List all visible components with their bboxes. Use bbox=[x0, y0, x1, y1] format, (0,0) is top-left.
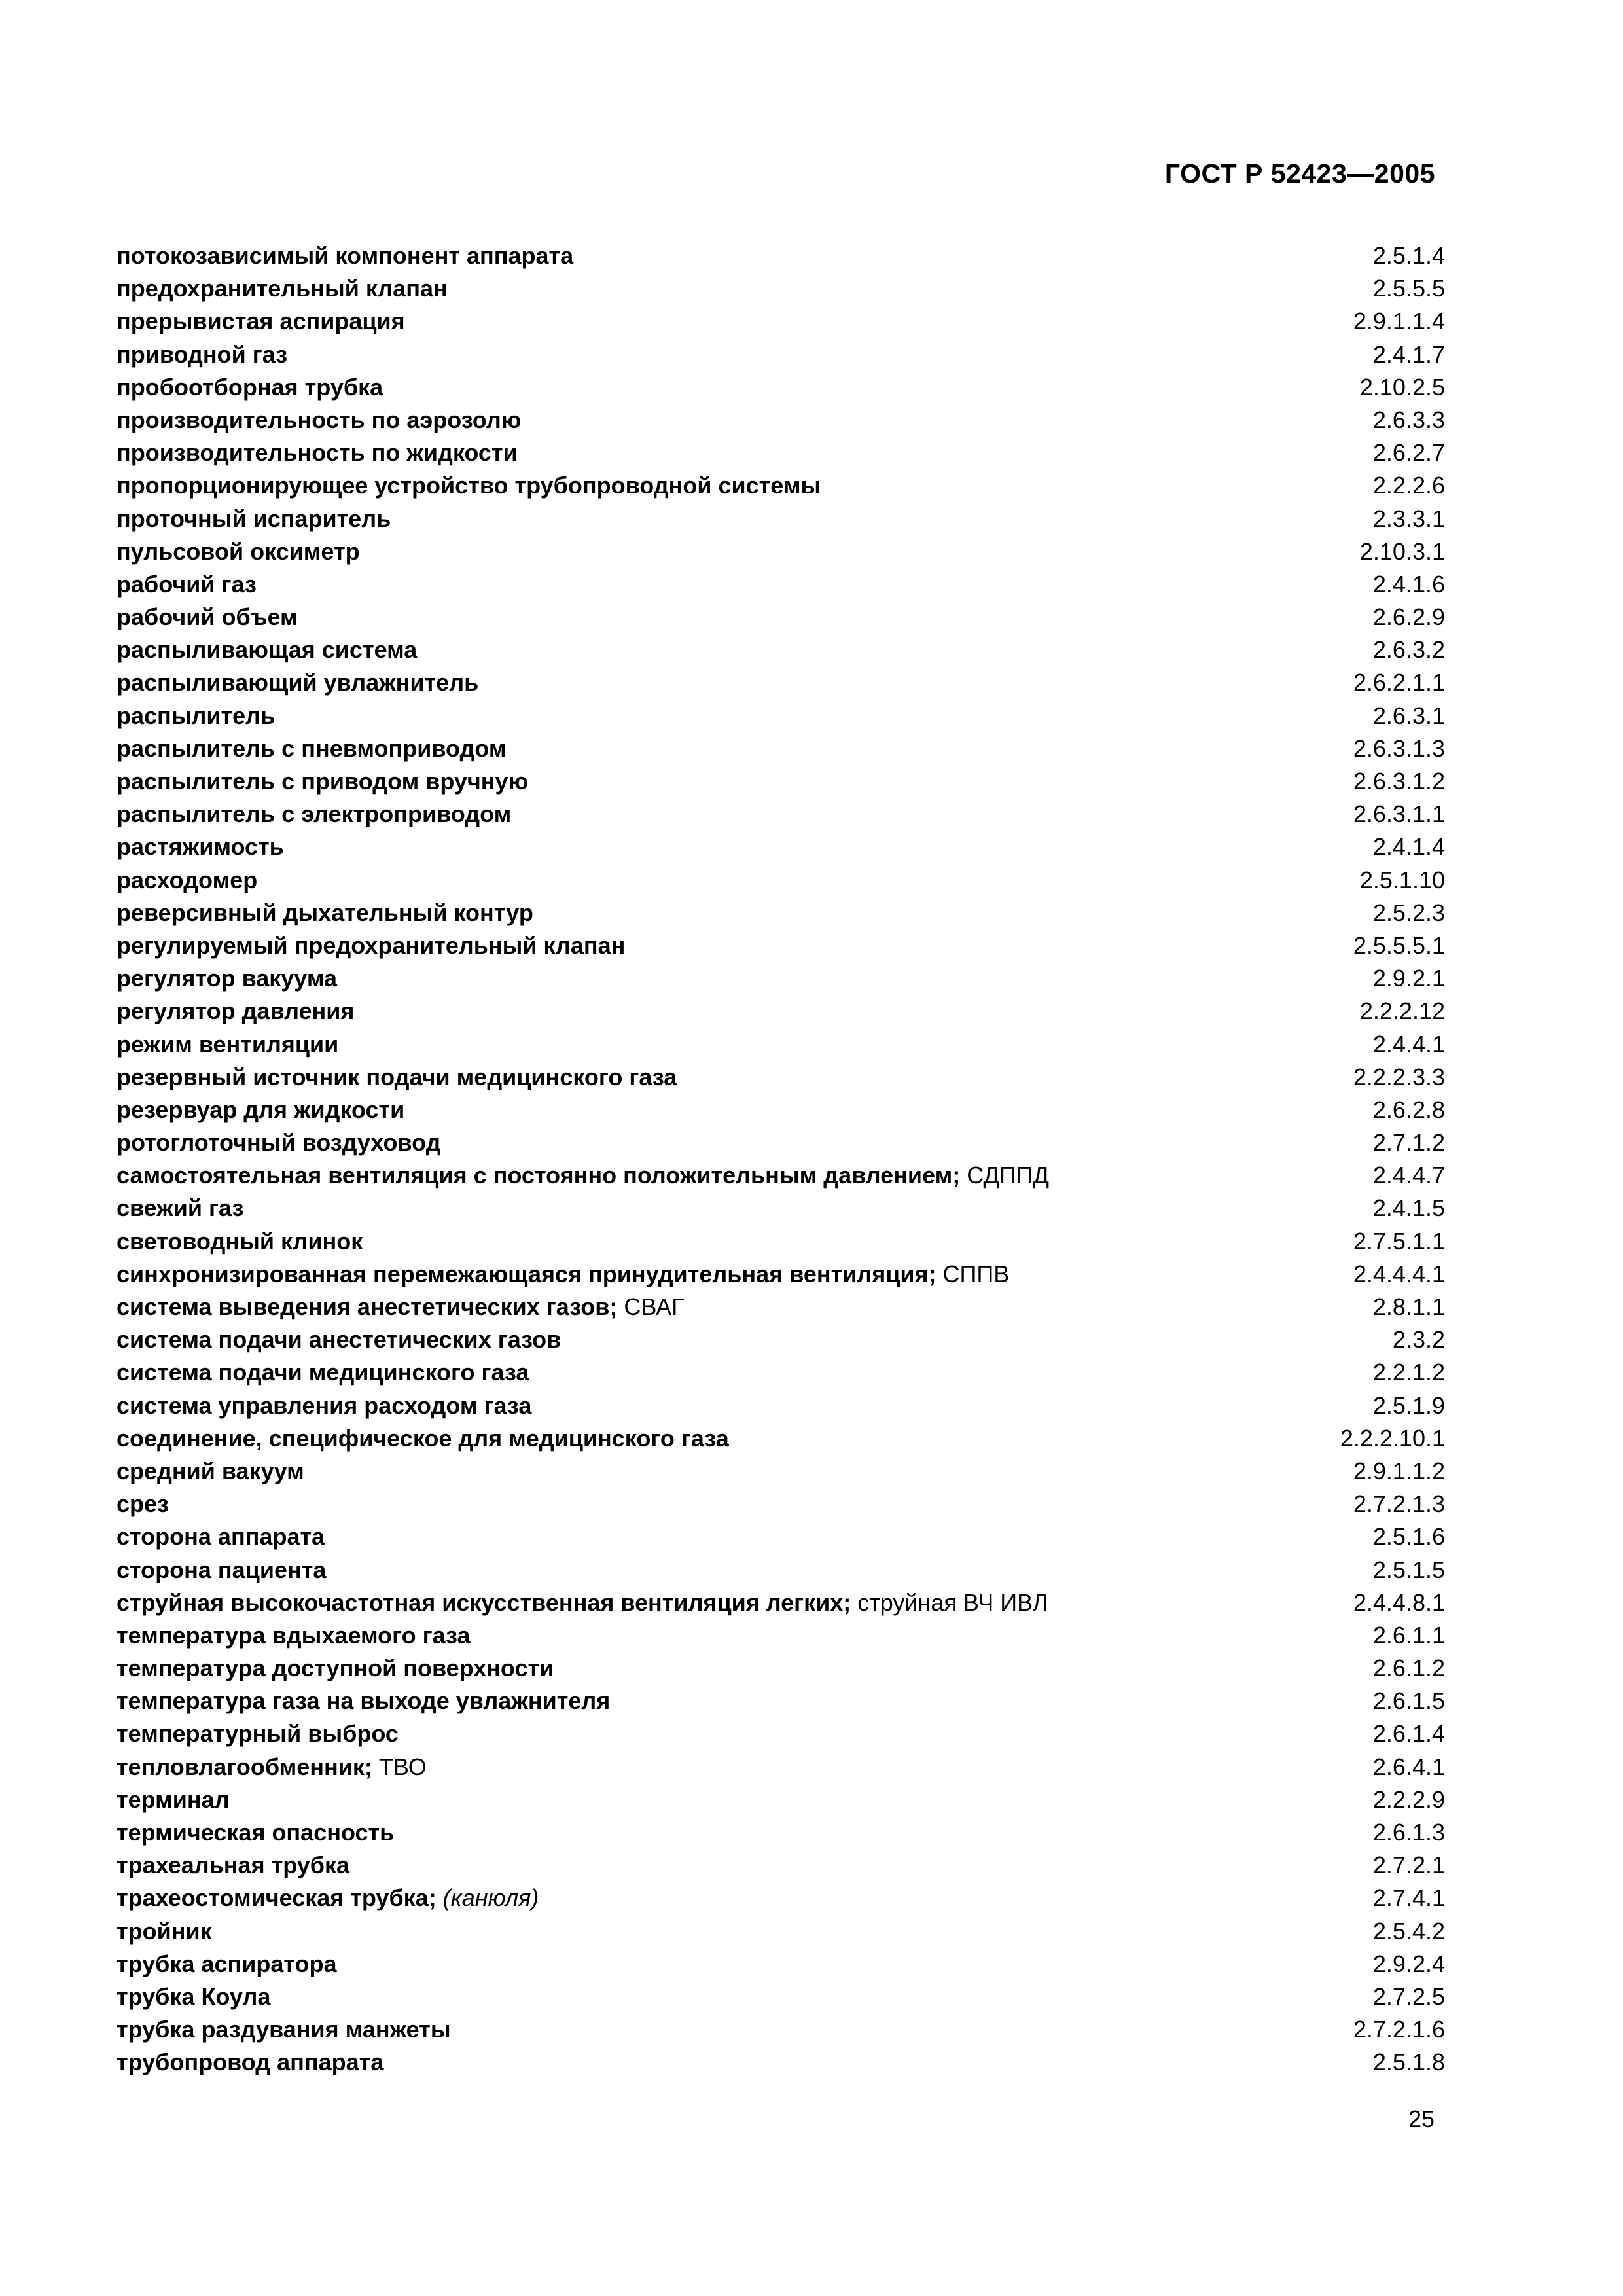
index-term bbox=[116, 765, 528, 798]
section-reference: 2.6.4.1 bbox=[1372, 1753, 1445, 1780]
section-reference: 2.3.3.1 bbox=[1372, 505, 1445, 532]
section-reference: 2.2.2.3.3 bbox=[1353, 1063, 1445, 1090]
index-term: самостоятельная вентиляция с постоянно положительным давлением; СДППД bbox=[116, 1162, 1049, 1189]
index-entry bbox=[116, 1126, 1445, 1159]
term-text: реверсивный дыхательный контур bbox=[116, 899, 533, 926]
index-entry bbox=[116, 305, 1445, 338]
index-term bbox=[116, 535, 360, 568]
term-text: расходомер bbox=[116, 866, 258, 893]
section-reference: 2.7.4.1 bbox=[1372, 1884, 1445, 1912]
index-term bbox=[116, 1028, 338, 1061]
term-text: режим вентиляции bbox=[116, 1030, 339, 1058]
term-text: рабочий газ bbox=[116, 570, 257, 598]
index-term bbox=[116, 995, 354, 1028]
term-text: проточный испаритель bbox=[116, 505, 391, 532]
term-text: регулятор давления bbox=[116, 997, 355, 1025]
term-text: пульсовой оксиметр bbox=[116, 537, 360, 565]
term-text: потокозависимый компонент аппарата bbox=[116, 242, 574, 269]
term-text: сторона пациента bbox=[116, 1556, 327, 1583]
index-entry bbox=[116, 897, 1445, 929]
index-entry bbox=[116, 535, 1445, 568]
section-reference: 2.6.1.4 bbox=[1372, 1720, 1445, 1748]
index-entry bbox=[116, 1784, 1445, 1816]
index-term: тепловлагообменник; ТВО bbox=[116, 1753, 427, 1780]
section-reference: 2.6.1.1 bbox=[1372, 1621, 1445, 1649]
index-term bbox=[116, 2013, 451, 2046]
section-reference: 2.5.1.4 bbox=[1372, 242, 1445, 269]
index-term bbox=[116, 700, 275, 732]
index-term bbox=[116, 1061, 677, 1094]
section-reference: 2.4.4.7 bbox=[1372, 1162, 1445, 1189]
index-term bbox=[116, 1784, 230, 1816]
index-entry bbox=[116, 995, 1445, 1028]
index-entry bbox=[116, 1291, 1445, 1323]
index-entry bbox=[116, 1390, 1445, 1422]
index-entry bbox=[116, 437, 1445, 469]
section-reference: 2.9.2.4 bbox=[1372, 1950, 1445, 1977]
index-term bbox=[116, 1225, 363, 1258]
section-reference: 2.5.5.5 bbox=[1372, 275, 1445, 302]
index-term bbox=[116, 962, 337, 995]
index-entry bbox=[116, 732, 1445, 765]
index-term bbox=[116, 568, 257, 601]
index-entry bbox=[116, 1094, 1445, 1126]
term-text: сторона аппарата bbox=[116, 1523, 325, 1551]
index-term bbox=[116, 732, 507, 765]
term-text: самостоятельная вентиляция с постоянно положительным давлением bbox=[116, 1162, 953, 1189]
term-abbreviation: (канюля) bbox=[442, 1884, 539, 1912]
term-text: свежий газ bbox=[116, 1194, 244, 1222]
term-text: струйная высокочастотная искусственная вентиляция легких bbox=[116, 1588, 844, 1616]
index-entry bbox=[116, 338, 1445, 371]
term-text: регулируемый предохранительный клапан bbox=[116, 931, 626, 959]
section-reference: 2.2.2.6 bbox=[1372, 472, 1445, 499]
term-text: система подачи медицинского газа bbox=[116, 1359, 529, 1386]
term-text: трубопровод аппарата bbox=[116, 2049, 384, 2076]
index-term bbox=[116, 240, 573, 272]
section-reference: 2.6.2.7 bbox=[1372, 439, 1445, 467]
term-abbreviation: струйная ВЧ ИВЛ bbox=[857, 1588, 1048, 1616]
index-term bbox=[116, 1094, 404, 1126]
term-text: распылитель с пневмоприводом bbox=[116, 734, 507, 762]
section-reference: 2.5.1.9 bbox=[1372, 1391, 1445, 1419]
index-term bbox=[116, 798, 511, 831]
term-abbreviation: СДППД bbox=[967, 1162, 1049, 1189]
alphabetical-term-index bbox=[116, 240, 1445, 2079]
term-text: резервный источник подачи медицинского газа bbox=[116, 1063, 677, 1090]
section-reference: 2.5.2.3 bbox=[1372, 899, 1445, 926]
term-text: соединение, специфическое для медицинского газа bbox=[116, 1424, 729, 1452]
section-reference: 2.6.1.2 bbox=[1372, 1655, 1445, 1682]
index-entry bbox=[116, 1455, 1445, 1488]
index-term bbox=[116, 1192, 243, 1225]
index-term: струйная высокочастотная искусственная вентиляция легких; струйная ВЧ ИВЛ bbox=[116, 1588, 1048, 1616]
section-reference: 2.7.5.1.1 bbox=[1353, 1227, 1445, 1255]
section-reference: 2.3.2 bbox=[1392, 1326, 1445, 1354]
index-entry bbox=[116, 1619, 1445, 1652]
index-entry bbox=[116, 240, 1445, 272]
term-text: температура доступной поверхности bbox=[116, 1655, 554, 1682]
term-text: предохранительный клапан bbox=[116, 275, 448, 302]
index-entry bbox=[116, 1554, 1445, 1587]
index-entry bbox=[116, 864, 1445, 897]
index-entry bbox=[116, 1028, 1445, 1061]
term-text: распылитель с приводом вручную bbox=[116, 768, 529, 795]
section-reference: 2.5.4.2 bbox=[1372, 1917, 1445, 1945]
page-number: 25 bbox=[1408, 2106, 1435, 2132]
index-term bbox=[116, 929, 625, 962]
term-text: регулятор вакуума bbox=[116, 965, 338, 992]
section-reference: 2.2.1.2 bbox=[1372, 1359, 1445, 1386]
index-entry bbox=[116, 1816, 1445, 1849]
index-term bbox=[116, 1915, 212, 1948]
term-text: трахеальная трубка bbox=[116, 1852, 350, 1879]
section-reference: 2.4.1.4 bbox=[1372, 833, 1445, 861]
index-entry bbox=[116, 371, 1445, 404]
index-entry bbox=[116, 831, 1445, 863]
term-text: распыливающий увлажнитель bbox=[116, 669, 479, 696]
index-term bbox=[116, 437, 518, 469]
index-entry bbox=[116, 2013, 1445, 2046]
index-term bbox=[116, 1455, 304, 1488]
index-term bbox=[116, 1554, 326, 1587]
index-term bbox=[116, 503, 391, 535]
section-reference: 2.4.1.5 bbox=[1372, 1194, 1445, 1222]
section-reference: 2.6.3.1.2 bbox=[1353, 768, 1445, 795]
section-reference: 2.6.3.1.1 bbox=[1353, 800, 1445, 828]
index-entry bbox=[116, 1488, 1445, 1520]
index-term bbox=[116, 371, 383, 404]
index-entry bbox=[116, 1159, 1445, 1192]
section-reference: 2.6.2.8 bbox=[1372, 1096, 1445, 1123]
section-reference: 2.7.2.5 bbox=[1372, 1982, 1445, 2010]
section-reference: 2.7.1.2 bbox=[1372, 1129, 1445, 1157]
section-reference: 2.5.5.5.1 bbox=[1353, 931, 1445, 959]
index-term bbox=[116, 1685, 610, 1717]
section-reference: 2.5.1.5 bbox=[1372, 1556, 1445, 1583]
section-reference: 2.6.3.1 bbox=[1372, 702, 1445, 729]
index-entry bbox=[116, 929, 1445, 962]
index-entry bbox=[116, 765, 1445, 798]
index-entry bbox=[116, 503, 1445, 535]
term-text: температура газа на выходе увлажнителя bbox=[116, 1687, 611, 1715]
index-entry bbox=[116, 962, 1445, 995]
index-entry bbox=[116, 1225, 1445, 1258]
section-reference: 2.4.4.4.1 bbox=[1353, 1260, 1445, 1287]
index-entry bbox=[116, 272, 1445, 305]
index-term bbox=[116, 1323, 561, 1356]
term-text: система управления расходом газа bbox=[116, 1391, 532, 1419]
index-term bbox=[116, 338, 287, 371]
section-reference: 2.8.1.1 bbox=[1372, 1293, 1445, 1320]
index-term bbox=[116, 1356, 529, 1389]
term-abbreviation: ТВО bbox=[378, 1753, 427, 1780]
index-entry bbox=[116, 1652, 1445, 1685]
index-entry bbox=[116, 1356, 1445, 1389]
section-reference: 2.6.3.3 bbox=[1372, 406, 1445, 433]
index-entry bbox=[116, 1422, 1445, 1455]
term-text: распыливающая система bbox=[116, 636, 418, 664]
term-text: температура вдыхаемого газа bbox=[116, 1621, 471, 1649]
index-entry bbox=[116, 1717, 1445, 1750]
term-text: растяжимость bbox=[116, 833, 284, 861]
term-text: резервуар для жидкости bbox=[116, 1096, 405, 1123]
index-term bbox=[116, 1619, 471, 1652]
index-entry bbox=[116, 1587, 1445, 1619]
section-reference: 2.4.1.6 bbox=[1372, 570, 1445, 598]
term-text: тройник bbox=[116, 1917, 212, 1945]
term-text: трубка Коула bbox=[116, 1982, 271, 2010]
term-text: терминал bbox=[116, 1785, 230, 1813]
index-entry bbox=[116, 700, 1445, 732]
term-text: пробоотборная трубка bbox=[116, 373, 383, 401]
index-entry bbox=[116, 568, 1445, 601]
term-text: средний вакуум bbox=[116, 1457, 304, 1484]
term-text: система выведения анестетических газов bbox=[116, 1293, 610, 1320]
index-term bbox=[116, 1849, 349, 1882]
term-text: срез bbox=[116, 1490, 169, 1518]
index-entry bbox=[116, 1323, 1445, 1356]
index-term bbox=[116, 897, 533, 929]
term-text: ротоглоточный воздуховод bbox=[116, 1129, 441, 1157]
term-text: распылитель с электроприводом bbox=[116, 800, 512, 828]
section-reference: 2.6.1.3 bbox=[1372, 1819, 1445, 1846]
index-entry bbox=[116, 1849, 1445, 1882]
index-entry bbox=[116, 1981, 1445, 2013]
index-entry bbox=[116, 1258, 1445, 1291]
index-entry bbox=[116, 1915, 1445, 1948]
index-term bbox=[116, 1948, 337, 1981]
index-entry bbox=[116, 634, 1445, 666]
section-reference: 2.6.2.9 bbox=[1372, 603, 1445, 631]
section-reference: 2.2.2.12 bbox=[1359, 997, 1445, 1025]
index-term bbox=[116, 634, 417, 666]
term-text: термическая опасность bbox=[116, 1819, 395, 1846]
term-abbreviation: СВАГ bbox=[624, 1293, 685, 1320]
term-text: производительность по аэрозолю bbox=[116, 406, 522, 433]
index-entry bbox=[116, 666, 1445, 699]
section-reference: 2.4.1.7 bbox=[1372, 340, 1445, 368]
index-term: система выведения анестетических газов; СВАГ bbox=[116, 1293, 685, 1320]
index-term bbox=[116, 1717, 399, 1750]
index-term: синхронизированная перемежающаяся принудительная вентиляция; СППВ bbox=[116, 1260, 1010, 1287]
term-text: система подачи анестетических газов bbox=[116, 1326, 562, 1354]
index-term bbox=[116, 1126, 441, 1159]
section-reference: 2.6.3.2 bbox=[1372, 636, 1445, 664]
term-abbreviation: СППВ bbox=[942, 1260, 1010, 1287]
index-entry bbox=[116, 1882, 1445, 1914]
section-reference: 2.4.4.8.1 bbox=[1353, 1588, 1445, 1616]
index-term bbox=[116, 272, 448, 305]
section-reference: 2.7.2.1.6 bbox=[1353, 2016, 1445, 2043]
term-text: прерывистая аспирация bbox=[116, 308, 405, 335]
section-reference: 2.6.1.5 bbox=[1372, 1687, 1445, 1715]
index-term bbox=[116, 469, 821, 502]
section-reference: 2.2.2.9 bbox=[1372, 1785, 1445, 1813]
index-term bbox=[116, 1520, 325, 1553]
index-term bbox=[116, 1652, 554, 1685]
index-entry bbox=[116, 2046, 1445, 2079]
term-text: пропорционирующее устройство трубопроводной системы bbox=[116, 472, 821, 499]
term-text: производительность по жидкости bbox=[116, 439, 518, 467]
index-entry bbox=[116, 1685, 1445, 1717]
index-term bbox=[116, 864, 257, 897]
term-text: трубка аспиратора bbox=[116, 1950, 337, 1977]
section-reference: 2.6.2.1.1 bbox=[1353, 669, 1445, 696]
index-term bbox=[116, 1981, 270, 2013]
term-text: синхронизированная перемежающаяся принудительная вентиляция bbox=[116, 1260, 929, 1287]
section-reference: 2.6.3.1.3 bbox=[1353, 734, 1445, 762]
term-text: приводной газ bbox=[116, 340, 288, 368]
index-term bbox=[116, 305, 405, 338]
index-entry bbox=[116, 469, 1445, 502]
index-term bbox=[116, 666, 478, 699]
term-text: тепловлагообменник bbox=[116, 1753, 365, 1780]
index-entry bbox=[116, 601, 1445, 634]
term-text: трахеостомическая трубка bbox=[116, 1884, 429, 1912]
section-reference: 2.9.1.1.2 bbox=[1353, 1457, 1445, 1484]
section-reference: 2.9.1.1.4 bbox=[1353, 308, 1445, 335]
section-reference: 2.10.2.5 bbox=[1359, 373, 1445, 401]
index-term bbox=[116, 601, 298, 634]
section-reference: 2.5.1.10 bbox=[1359, 866, 1445, 893]
index-entry bbox=[116, 404, 1445, 437]
index-entry bbox=[116, 1520, 1445, 1553]
index-entry bbox=[116, 1061, 1445, 1094]
index-term bbox=[116, 404, 521, 437]
index-term bbox=[116, 1422, 729, 1455]
index-entry bbox=[116, 1192, 1445, 1225]
index-entry bbox=[116, 798, 1445, 831]
index-term bbox=[116, 1390, 531, 1422]
index-term bbox=[116, 1816, 394, 1849]
index-term bbox=[116, 2046, 383, 2079]
section-reference: 2.7.2.1 bbox=[1372, 1852, 1445, 1879]
section-reference: 2.4.4.1 bbox=[1372, 1030, 1445, 1058]
section-reference: 2.2.2.10.1 bbox=[1340, 1424, 1445, 1452]
index-term: трахеостомическая трубка; (канюля) bbox=[116, 1884, 539, 1912]
section-reference: 2.7.2.1.3 bbox=[1353, 1490, 1445, 1518]
term-text: световодный клинок bbox=[116, 1227, 363, 1255]
index-term bbox=[116, 1488, 169, 1520]
term-text: температурный выброс bbox=[116, 1720, 399, 1748]
index-term bbox=[116, 831, 284, 863]
document-id-header: ГОСТ Р 52423—2005 bbox=[1164, 158, 1435, 188]
term-text: рабочий объем bbox=[116, 603, 298, 631]
section-reference: 2.10.3.1 bbox=[1359, 537, 1445, 565]
term-text: трубка раздувания манжеты bbox=[116, 2016, 451, 2043]
index-entry bbox=[116, 1948, 1445, 1981]
term-text: распылитель bbox=[116, 702, 276, 729]
index-entry bbox=[116, 1751, 1445, 1784]
section-reference: 2.5.1.6 bbox=[1372, 1523, 1445, 1551]
section-reference: 2.5.1.8 bbox=[1372, 2049, 1445, 2076]
section-reference: 2.9.2.1 bbox=[1372, 965, 1445, 992]
